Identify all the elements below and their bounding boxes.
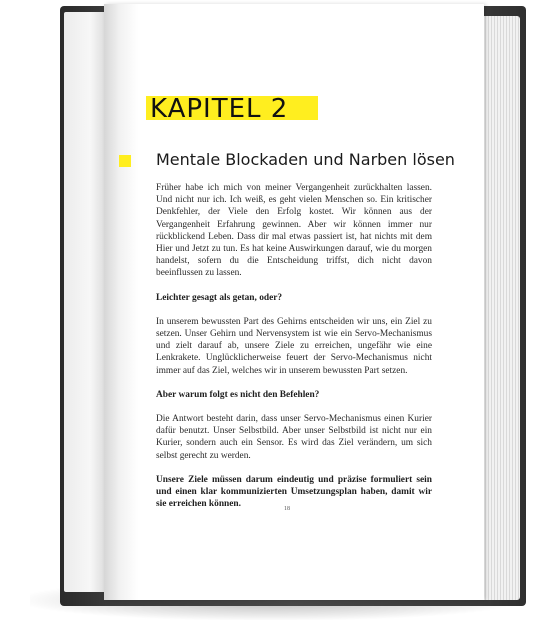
emphasis-paragraph: Unsere Ziele müssen darum eindeutig und präzise formuliert sein und einen klar kommunizierten Umsetzungsplan haben, damit wir sie erreichen können.	[156, 474, 432, 510]
subheading: Leichter gesagt als getan, oder?	[156, 292, 283, 303]
paragraph: Die Antwort besteht darin, dass unser Servo-Mechanismus einen Kurier dafür benutzt. Unser Selbstbild. Aber unser Selbstbild ist nicht nur ein Kurier, sondern auch ein Sensor. Es wird das Ziel verändern, um sich selbst gerecht zu werden.	[156, 414, 432, 461]
section-marker	[119, 155, 131, 167]
body-text	[156, 182, 432, 522]
page-number: 18	[284, 506, 290, 512]
section-title: Mentale Blockaden und Narben lösen	[156, 150, 455, 169]
paragraph: Früher habe ich mich von meiner Vergangenheit zurückhalten lassen. Und nicht nur ich. Ich weiß, es geht vielen Menschen so. Ein kritischer Denkfehler, der Viele den Erfolg kostet. Wir können aus der Vergangenheit Erfahrung gewinnen. Aber wir können immer nur rückblickend Leben. Dass dir mal etwas passiert ist, hat nichts mit dem Hier und Jetzt zu tun. Es hat keine Auswirkungen darauf, wie du morgen handelst, sofern du die Entscheidung triffst, dich nicht davon beeinflussen zu lassen.	[156, 183, 432, 279]
chapter-label: KAPITEL 2	[150, 94, 289, 124]
paragraph: In unserem bewussten Part des Gehirns entscheiden wir uns, ein Ziel zu setzen. Unser Gehirn und Nervensystem ist wie ein Servo-Mechanismus und zielt darauf ab, unsere Ziele zu erreichen, ungefähr wie eine Lenkrakete. Unglücklicherweise feuert der Servo-Mechanismus nicht immer auf das Ziel, welches wir in unserem bewussten Part setzen.	[156, 316, 432, 376]
left-page-edge	[64, 12, 108, 592]
subheading: Aber warum folgt es nicht den Befehlen?	[156, 389, 320, 400]
chapter-heading	[150, 92, 288, 126]
